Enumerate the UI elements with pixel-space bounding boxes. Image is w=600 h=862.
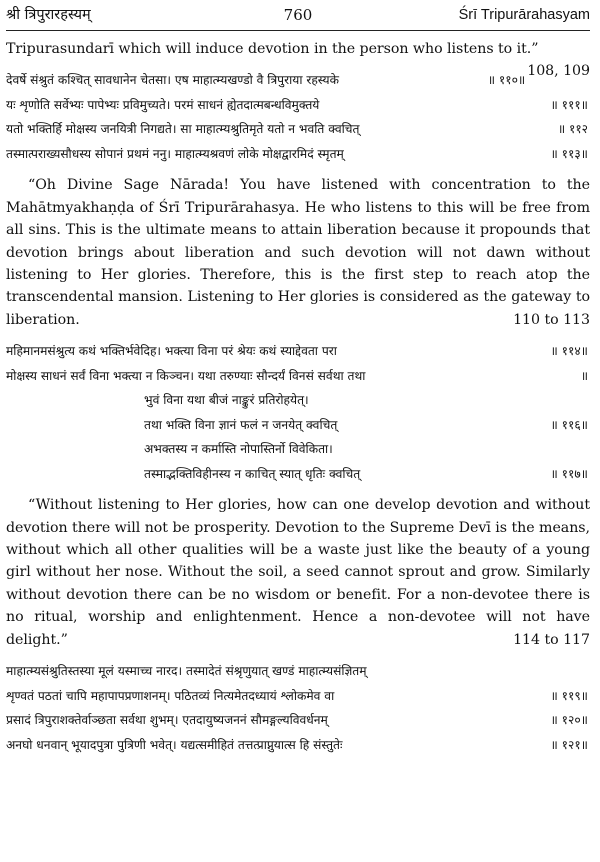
translation-verse-ref: 110 to 113: [513, 311, 590, 328]
verse-text: तस्मात्पराख्यसौधस्य सोपानं प्रथमं ननु। माहात्म्यश्रवणं लोके मोक्षद्वारमिदं स्मृतम्: [6, 146, 344, 161]
sanskrit-verse-line: [6, 437, 590, 462]
header-sanskrit-title: श्री त्रिपुरारहस्यम्: [6, 7, 91, 23]
verse-number: ॥: [580, 368, 588, 383]
translation-text: “Without listening to Her glories, how can one develop devotion and without devotion there will not be prosperity. Devotion to the Supreme Devī is the means, without which all other qualities will be a waste just like the beauty of a young girl without her nose. Without the soil, a seed cannot sprout and grow. Similarly without devotion there can be no wisdom or benefit. For a non-devotee there is no ritual, worship and enlightenment. Hence a non-devotee will not have delight.”: [6, 497, 590, 648]
verse-text: महिमानमसंश्रुत्य कथं भक्तिर्भवेदिह। भक्त्या विना परं श्रेयः कथं स्याद्देवता परा: [6, 344, 337, 359]
header-english-title: Śrī Tripurārahasyam: [458, 7, 590, 23]
verse-number: ॥ ११२: [557, 122, 588, 137]
translation-114-117: [6, 494, 590, 651]
intro-paragraph: [6, 38, 590, 80]
sanskrit-verse-line: [6, 339, 590, 364]
translation-text: “Oh Divine Sage Nārada! You have listened with concentration to the Mahātmyakhaṇḍa of Śrī Tripurārahasya. He who listens to this will be free from all sins. This is the ultimate means to attain liberation because it propounds that devotion brings about liberation and such devotion will not dawn without listening to Her glories. Therefore, this is the first step to reach atop the transcendental mansion. Listening to Her glories is considered as the gateway to liberation.: [6, 177, 590, 328]
sanskrit-verse-line: [6, 708, 590, 733]
sanskrit-verse-line: [6, 684, 590, 709]
sanskrit-verse-line: [6, 142, 590, 167]
sanskrit-verse-line: [6, 462, 590, 487]
verse-text: अनघो धनवान् भूयादपुत्रा पुत्रिणी भवेत्। यद्यत्समीहितं तत्तत्प्राप्नुयात्स हि संस्तुतेः: [6, 737, 343, 752]
sanskrit-verses-114-117: [6, 339, 590, 486]
intro-verse-ref: 108, 109: [527, 63, 590, 80]
translation-110-113: [6, 174, 590, 331]
page-header: [6, 4, 590, 31]
sanskrit-verses-118-121: [6, 659, 590, 757]
verse-number: ॥ ११३॥: [550, 146, 588, 161]
verse-number: ॥ १११॥: [550, 97, 588, 112]
verse-number: ॥ ११०॥: [487, 73, 526, 88]
intro-text: Tripurasundarī which will induce devotion in the person who listens to it.”: [6, 41, 539, 57]
verse-text: मोक्षस्य साधनं सर्वं विना भक्त्या न किञ्चन। यथा तरुण्याः सौन्दर्यं विनसं सर्वथा तथा: [6, 368, 366, 383]
verse-number: ॥ ११४॥: [550, 344, 588, 359]
translation-verse-ref: 114 to 117: [513, 631, 590, 648]
sanskrit-verse-line: [6, 413, 590, 438]
sanskrit-verse-line: [6, 733, 590, 758]
verse-text: यः शृणोति सर्वेभ्यः पापेभ्यः प्रविमुच्यते। परमं साधनं ह्येतदात्मबन्धविमुक्तये: [6, 97, 320, 112]
sanskrit-verse-line: [6, 117, 590, 142]
verse-text: तस्माद्भक्तिविहीनस्य न काचित् स्यात् धृतिः क्वचित्: [144, 466, 361, 481]
verse-text: अभक्तस्य न कर्मास्ति नोपास्तिर्नो विवेकिता।: [144, 442, 333, 457]
verse-number: ॥ ११९॥: [550, 688, 588, 703]
verse-text: तथा भक्ति विना ज्ञानं फलं न जनयेत् क्वचित्: [144, 417, 338, 432]
verse-number: ॥ १२१॥: [550, 737, 588, 752]
verse-text: यतो भक्तिर्हि मोक्षस्य जनयित्री निगद्यते। सा माहात्म्यश्रुतिमृते यतो न भवति क्वचित्: [6, 122, 360, 137]
page-number: 760: [283, 6, 313, 24]
verse-number: ॥ ११७॥: [550, 466, 588, 481]
sanskrit-verse-line: [6, 68, 527, 93]
verse-number: ॥ ११६॥: [550, 417, 588, 432]
verse-text: माहात्म्यसंश्रुतिस्तस्या मूलं यस्माच्च नारद। तस्मादेतं संश्रृणुयात् खण्डं माहात्म्यसंज्ञितम्: [6, 664, 367, 679]
sanskrit-verse-line: [6, 388, 590, 413]
sanskrit-verse-line: [6, 364, 590, 389]
verse-number: ॥ १२०॥: [550, 713, 588, 728]
sanskrit-verse-line: [6, 659, 590, 684]
verse-text: भुवं विना यथा बीजं नाङ्कुरं प्रतिरोहयेत्।: [144, 393, 309, 408]
sanskrit-verse-line: [6, 93, 590, 118]
verse-text: देवर्षे संश्रुतं कश्चित् सावधानेन चेतसा। एष माहात्म्यखण्डो वै त्रिपुराया रहस्यके: [6, 73, 339, 88]
verse-text: शृण्वतं पठतां चापि महापापप्रणाशनम्। पठितव्यं नित्यमेतदध्यायं श्लोकमेव वा: [6, 688, 335, 703]
verse-text: प्रसादं त्रिपुराशक्तेर्वाञ्छता सर्वथा शुभम्। एतदायुष्यजननं सौमङ्गल्यविवर्धनम्: [6, 713, 328, 728]
sanskrit-verses-110-113: [6, 68, 590, 166]
